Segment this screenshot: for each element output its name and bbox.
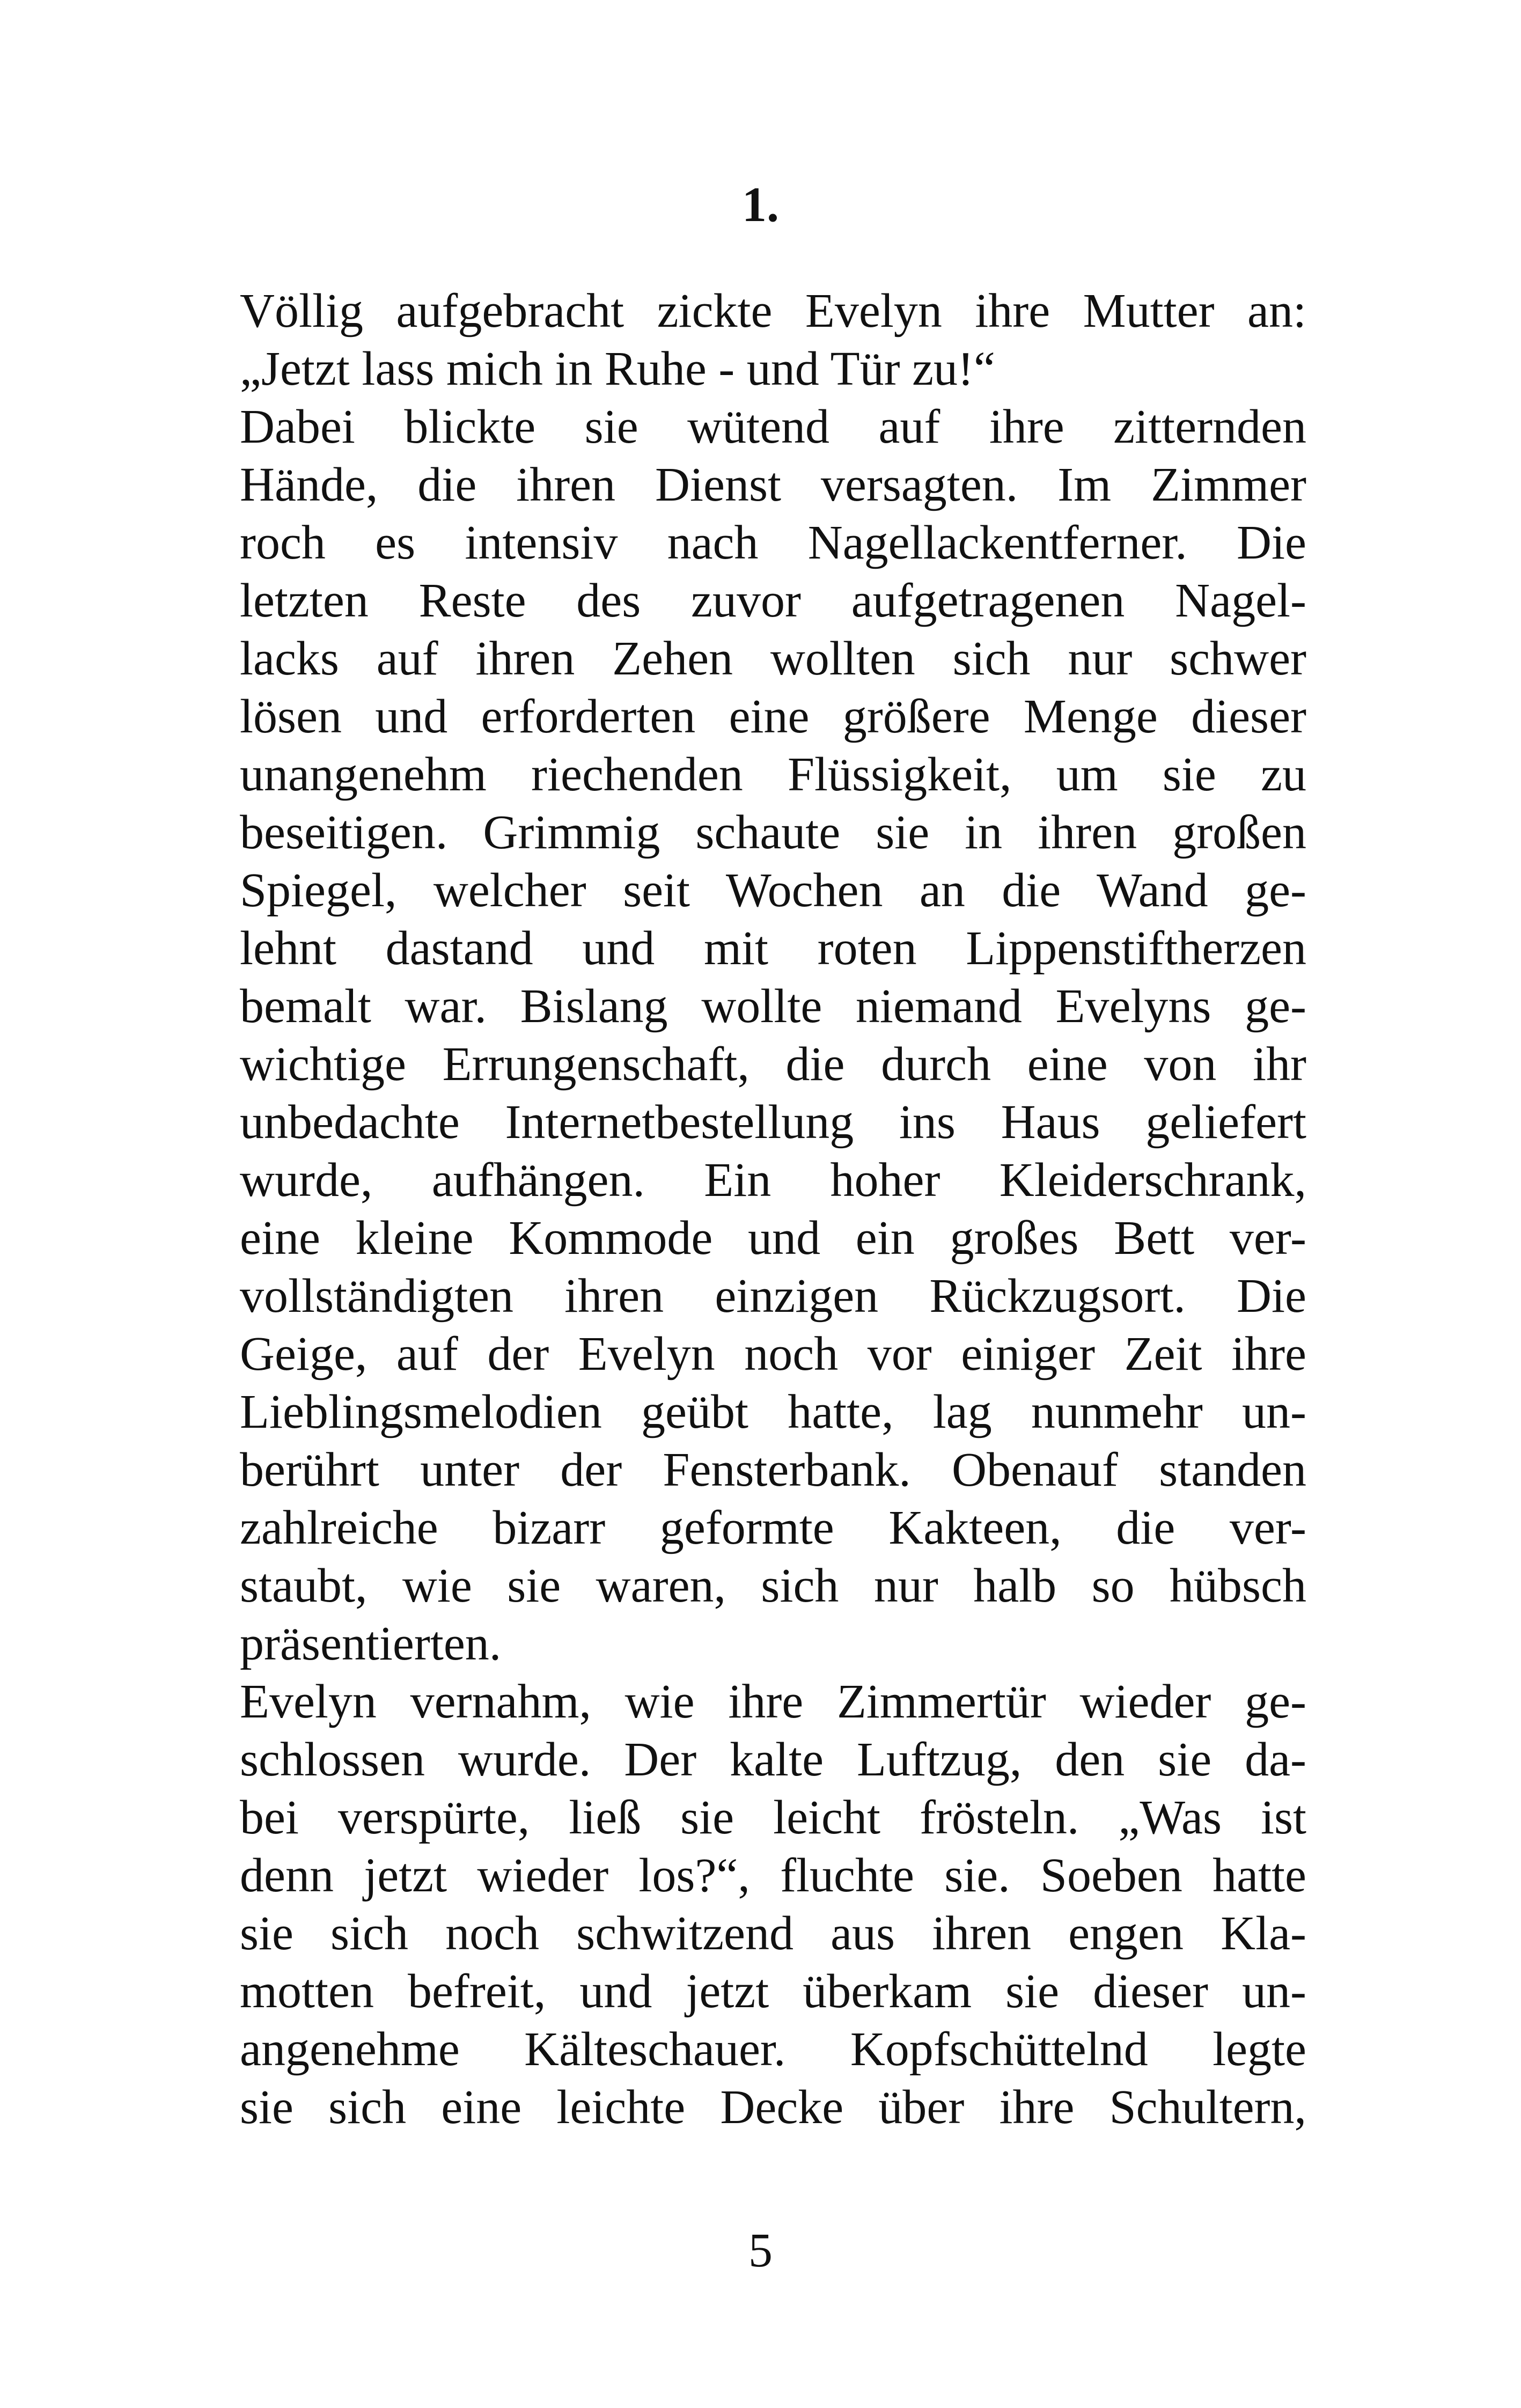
text-line: zahlreiche bizarr geformte Kakteen, die ver- <box>240 1501 1306 1554</box>
text-line: letzten Reste des zuvor aufgetragenen Nagel- <box>240 574 1306 627</box>
body-text <box>240 282 1306 2137</box>
text-line: unbedachte Internetbestellung ins Haus geliefert <box>240 1096 1306 1149</box>
text-line: lösen und erforderten eine größere Menge dieser <box>240 690 1306 743</box>
text-line: unangenehm riechenden Flüssigkeit, um sie zu <box>240 748 1306 801</box>
text-line: Lieblingsmelodien geübt hatte, lag nunmehr un- <box>240 1385 1306 1438</box>
text-line: lacks auf ihren Zehen wollten sich nur schwer <box>240 632 1306 685</box>
text-line: vollständigten ihren einzigen Rückzugsort. Die <box>240 1269 1306 1323</box>
text-line: motten befreit, und jetzt überkam sie dieser un- <box>240 1965 1306 2018</box>
text-line: beseitigen. Grimmig schaute sie in ihren großen <box>240 806 1306 859</box>
page-number: 5 <box>748 2224 773 2277</box>
text-line: wurde, aufhängen. Ein hoher Kleiderschrank, <box>240 1154 1306 1207</box>
text-line: staubt, wie sie waren, sich nur halb so hübsch <box>240 1559 1306 1612</box>
text-line: Hände, die ihren Dienst versagten. Im Zimmer <box>240 458 1306 511</box>
text-line: Dabei blickte sie wütend auf ihre zitternden <box>240 400 1306 453</box>
text-line: präsentierten. <box>240 1617 502 1670</box>
text-line: schlossen wurde. Der kalte Luftzug, den sie da- <box>240 1733 1306 1786</box>
text-line: sie sich eine leichte Decke über ihre Schultern, <box>240 2081 1306 2134</box>
text-line: Evelyn vernahm, wie ihre Zimmertür wieder ge- <box>240 1675 1306 1728</box>
text-line: Spiegel, welcher seit Wochen an die Wand ge- <box>240 864 1306 917</box>
text-line: sie sich noch schwitzend aus ihren engen Kla- <box>240 1907 1306 1960</box>
text-line: roch es intensiv nach Nagellackentferner. Die <box>240 516 1306 569</box>
text-line: lehnt dastand und mit roten Lippenstiftherzen <box>240 922 1306 975</box>
text-line: angenehme Kälteschauer. Kopfschüttelnd legte <box>240 2023 1306 2076</box>
text-line: Völlig aufgebracht zickte Evelyn ihre Mutter an: <box>240 284 1306 337</box>
text-line: denn jetzt wieder los?“, fluchte sie. Soeben hatte <box>240 1849 1306 1902</box>
text-line: bemalt war. Bislang wollte niemand Evelyns ge- <box>240 980 1306 1033</box>
text-line: bei verspürte, ließ sie leicht frösteln. „Was ist <box>240 1791 1306 1844</box>
text-line: wichtige Errungenschaft, die durch eine von ihr <box>240 1038 1306 1091</box>
text-line: Geige, auf der Evelyn noch vor einiger Zeit ihre <box>240 1327 1306 1381</box>
text-line: eine kleine Kommode und ein großes Bett ver- <box>240 1212 1306 1265</box>
chapter-number: 1. <box>742 177 779 232</box>
text-line: „Jetzt lass mich in Ruhe - und Tür zu!“ <box>240 342 995 395</box>
text-line: berührt unter der Fensterbank. Obenauf standen <box>240 1443 1306 1496</box>
